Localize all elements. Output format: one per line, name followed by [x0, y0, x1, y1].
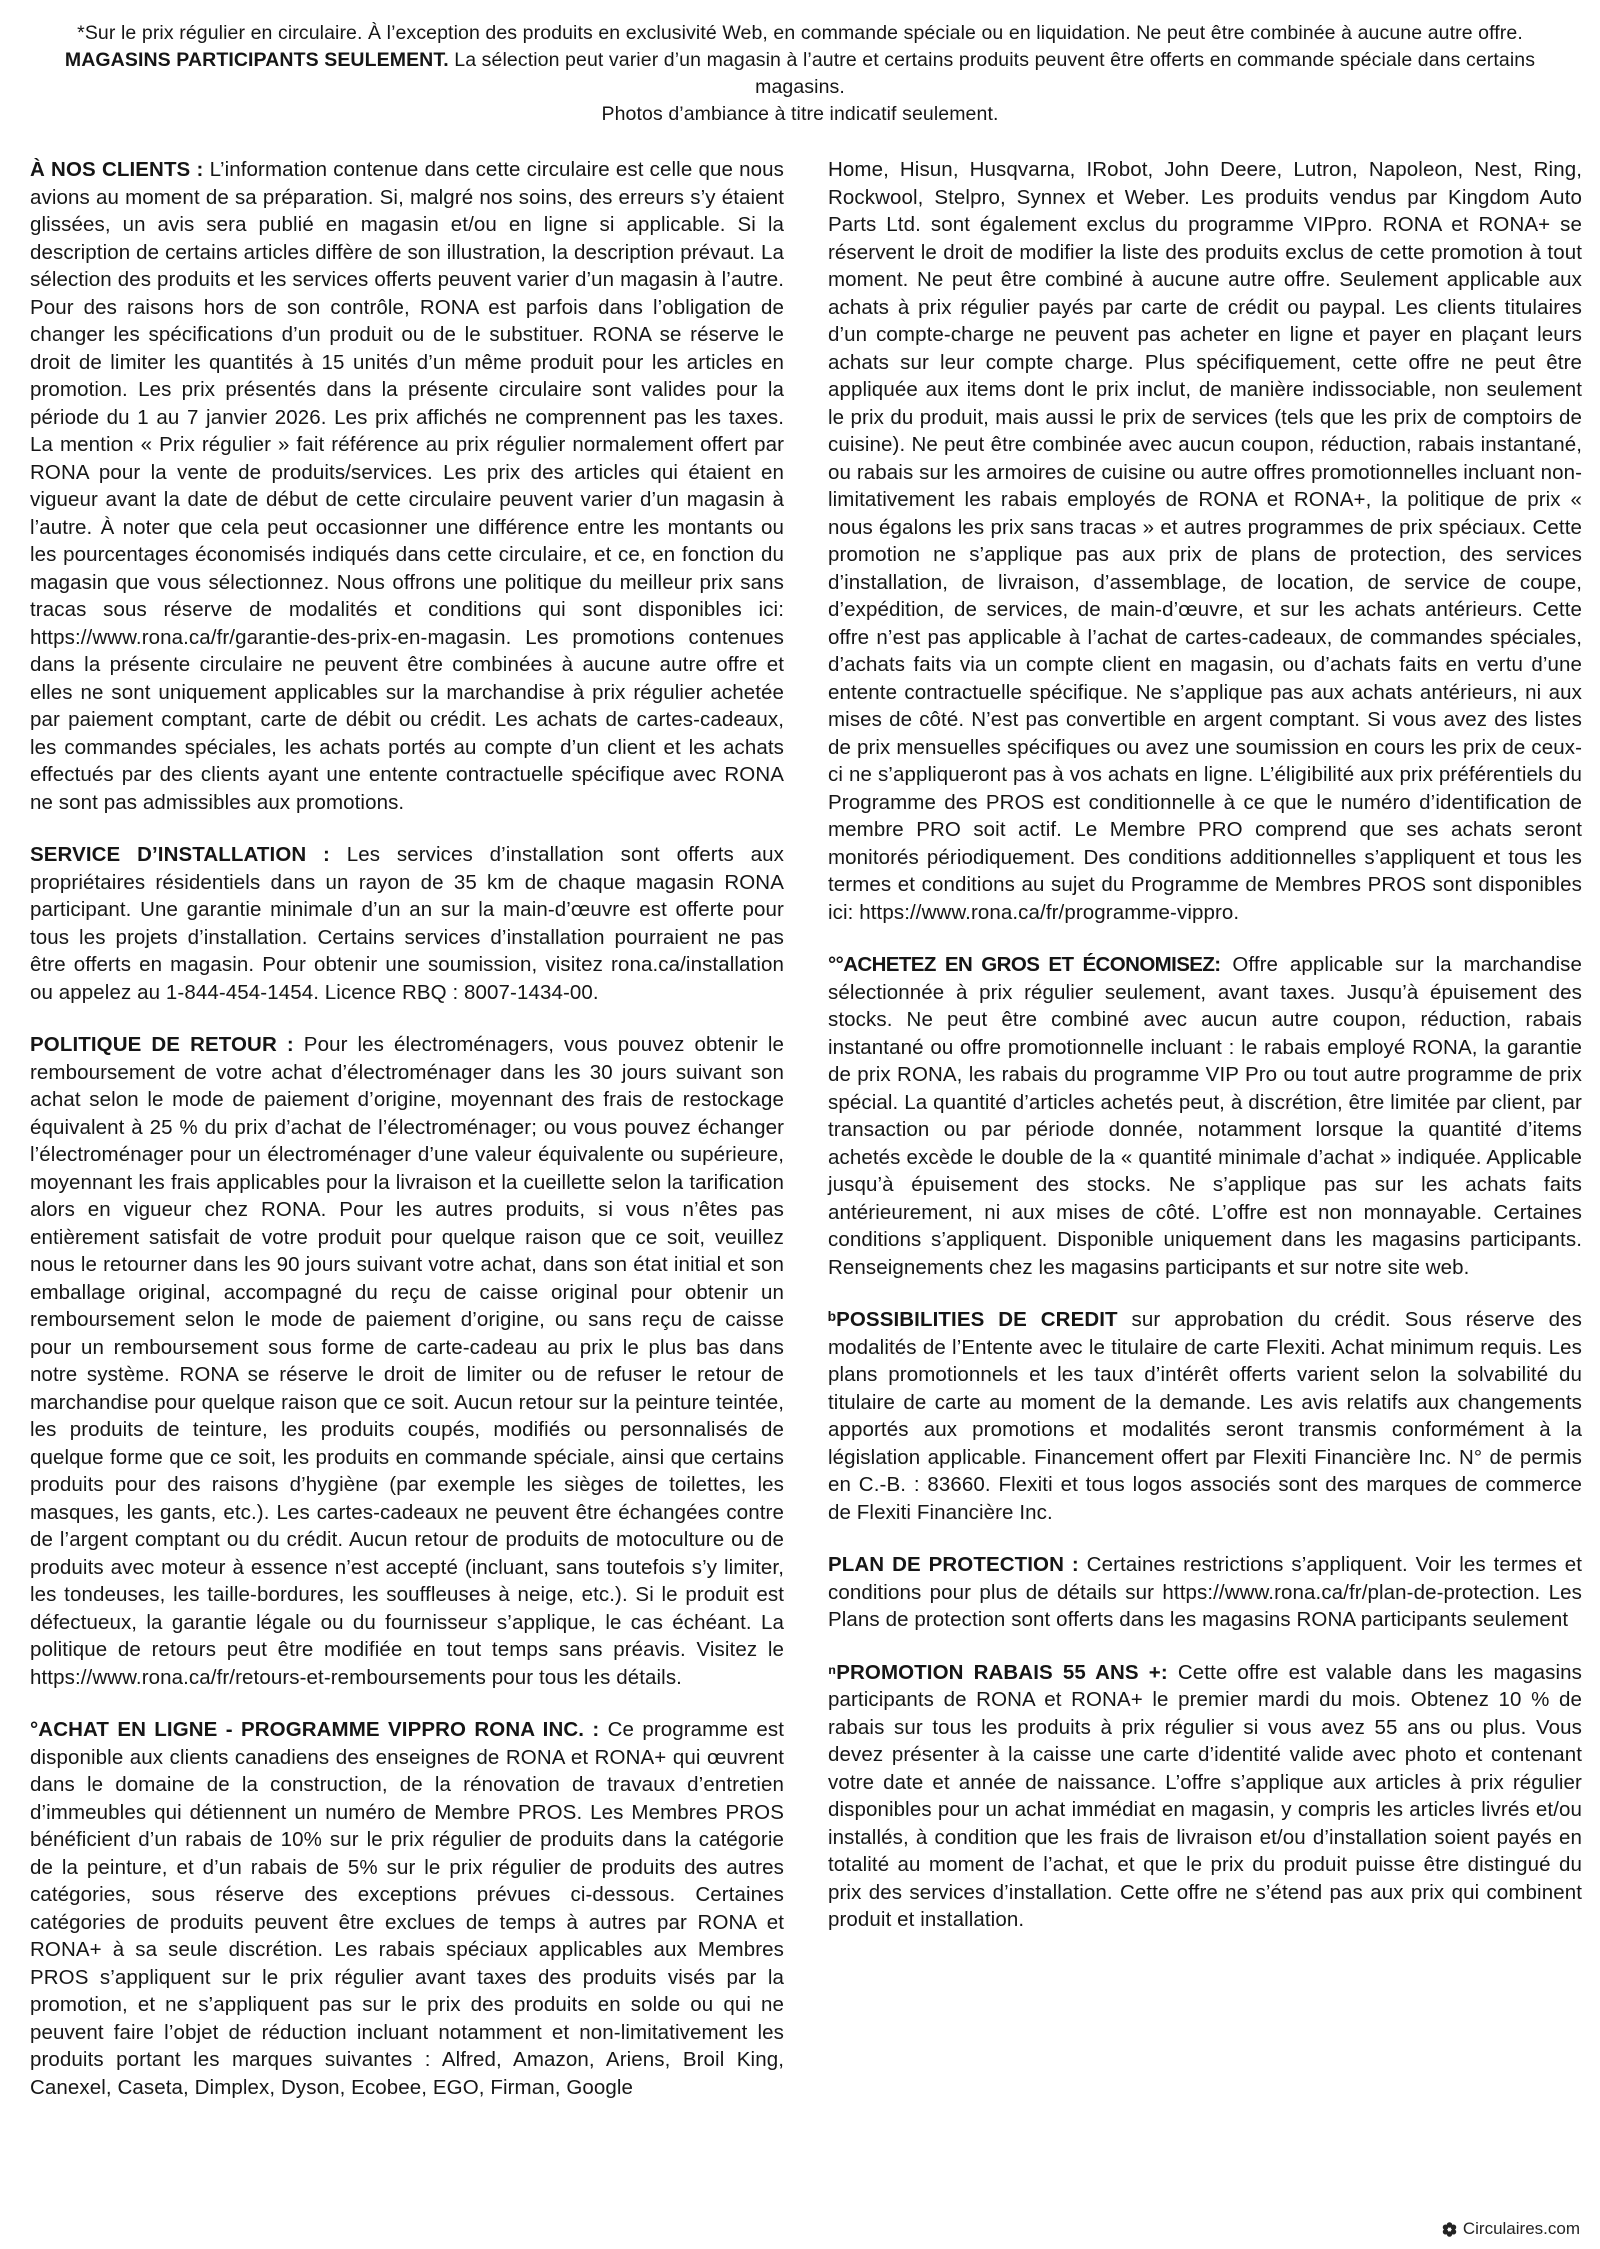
paragraph-lead: °ACHAT EN LIGNE - PROGRAMME VIPPRO RONA INC. :	[30, 1718, 600, 1741]
paragraph-achetez-en-gros	[828, 951, 1582, 1281]
right-column	[828, 156, 1582, 2126]
header-line-2-rest: La sélection peut varier d’un magasin à l’autre et certains produits peuvent être offerts en commande spéciale dans certains magasins.	[454, 49, 1536, 98]
legal-text-columns	[0, 156, 1600, 2126]
paragraph-lead: °°ACHETEZ EN GROS ET ÉCONOMISEZ:	[828, 953, 1221, 976]
paragraph-possibilities-credit	[828, 1306, 1582, 1526]
paragraph-text: Cette offre est valable dans les magasins participants de RONA et RONA+ le premier mardi du mois. Obtenez 10 % de rabais sur tous les produits à prix régulier si vous avez 55 ans ou plus. Vous devez présenter à la caisse une carte d’identité valide avec photo et contenant votre date et année de naissance. L’offre s’applique aux articles à prix régulier disponibles pour un achat immédiat en magasin, y compris les articles livrés et/ou installés, à condition que les frais de livraison et/ou d’installation soient payés en totalité au moment de l’achat, et que le prix du produit puisse être distingué du prix des services d’installation. Cette offre ne s’étend pas aux prix qui combinent produit et installation.	[828, 1660, 1582, 1931]
paragraph-vippro-continuation	[828, 156, 1582, 926]
paragraph-text: Pour les électroménagers, vous pouvez obtenir le remboursement de votre achat d’électroménager dans les 30 jours suivant son achat selon le mode de paiement d’origine, moyennant des frais de restockage équivalent à 25 % du prix d’achat de l’électroménager; ou vous pouvez échanger l’électroménager pour un électroménager d’une valeur équivalente ou supérieure, moyennant les frais applicables pour la livraison et la cueillette selon la tarification alors en vigueur chez RONA. Pour les autres produits, si vous n’êtes pas entièrement satisfait de votre produit pour quelque raison que ce soit, veuillez nous le retourner dans les 90 jours suivant votre achat, dans son état initial et son emballage original, accompagné du reçu de caisse original pour obtenir un remboursement selon le mode de paiement d’origine, ou sans reçu de caisse pour un remboursement sous forme de carte-cadeau au prix le plus bas dans notre système. RONA se réserve le droit de limiter ou de refuser le retour de marchandise pour quelque raison que ce soit. Aucun retour sur la peinture teintée, les produits de teinture, les produits coupés, modifiés ou personnalisés de quelque forme que ce soit, les produits en commande spéciale, ainsi que certains produits pour des raisons d’hygiène (par exemple les sièges de toilettes, les masques, les gants, etc.). Les cartes-cadeaux ne peuvent être échangées contre de l’argent comptant ou du crédit. Aucun retour de produits de motoculture ou de produits avec moteur à essence n’est accepté (incluant, sans toutefois s’y limiter, les tondeuses, les taille-bordures, les souffleuses à neige, etc.). Si le produit est défectueux, la garantie légale ou du fournisseur s’applique, le cas échéant. La politique de retours peut être modifiée en tout temps sans préavis. Visitez le https://www.rona.ca/fr/retours-et-remboursements pour tous les détails.	[30, 1033, 784, 1689]
paragraph-a-nos-clients	[30, 156, 784, 816]
header-line-1: *Sur le prix régulier en circulaire. À l’exception des produits en exclusivité Web, en commande spéciale ou en liquidation. Ne peut être combinée à aucune autre offre.	[77, 22, 1523, 44]
paragraph-text: L’information contenue dans cette circulaire est celle que nous avions au moment de sa préparation. Si, malgré nos soins, des erreurs s’y étaient glissées, un avis sera publié en magasin et/ou en ligne si applicable. Si la description de certains articles diffère de son illustration, la description prévaut. La sélection des produits et les services offerts peuvent varier d’un magasin à l’autre. Pour des raisons hors de son contrôle, RONA est parfois dans l’obligation de changer les spécifications d’un produit ou de le substituer. RONA se réserve le droit de limiter les quantités à 15 unités d’un même produit pour les articles en promotion. Les prix présentés dans la présente circulaire sont valides pour la période du 1 au 7 janvier 2026. Les prix affichés ne comprennent pas les taxes. La mention « Prix régulier » fait référence au prix régulier normalement offert par RONA pour la vente de produits/services. Les prix des articles qui étaient en vigueur avant la date de début de cette circulaire peuvent varier d’un magasin à l’autre. À noter que cela peut occasionner une différence entre les montants ou les pourcentages économisés indiqués dans cette circulaire, et ce, en fonction du magasin que vous sélectionnez. Nous offrons une politique du meilleur prix sans tracas sous réserve de modalités et conditions qui sont disponibles ici: https://www.rona.ca/fr/garantie-des-prix-en-magasin. Les promotions contenues dans la présente circulaire ne peuvent être combinées à aucune autre offre et elles ne sont uniquement applicables sur la marchandise à prix régulier achetée par paiement comptant, carte de débit ou crédit. Les achats de cartes-cadeaux, les commandes spéciales, les achats portés au compte d’un client et les achats effectués par des clients ayant une entente contractuelle spécifique avec RONA ne sont pas admissibles aux promotions.	[30, 158, 784, 814]
footer	[1441, 2219, 1580, 2239]
paragraph-text: sur approbation du crédit. Sous réserve des modalités de l’Entente avec le titulaire de carte Flexiti. Achat minimum requis. Les plans promotionnels et les taux d’intérêt offerts varient selon la solvabilité du titulaire de carte au moment de la demande. Les avis relatifs aux changements apportés aux promotions et modalités seront transmis conformément à la législation applicable. Financement offert par Flexiti Financière Inc. N° de permis en C.-B. : 83660. Flexiti et tous logos associés sont des marques de commerce de Flexiti Financière Inc.	[828, 1308, 1582, 1524]
paragraph-lead: PLAN DE PROTECTION :	[828, 1553, 1079, 1576]
paragraph-politique-retour	[30, 1031, 784, 1691]
footer-brand: Circulaires.com	[1462, 2219, 1580, 2238]
paragraph-lead: À NOS CLIENTS :	[30, 158, 204, 181]
paragraph-lead: POLITIQUE DE RETOUR :	[30, 1033, 294, 1056]
paragraph-plan-protection	[828, 1551, 1582, 1634]
paragraph-text: Home, Hisun, Husqvarna, IRobot, John Deere, Lutron, Napoleon, Nest, Ring, Rockwool, Stelpro, Synnex et Weber. Les produits vendus par Kingdom Auto Parts Ltd. sont également exclus du programme VIPpro. RONA et RONA+ se réservent le droit de modifier la liste des produits exclus de cette promotion à tout moment. Ne peut être combiné à aucune autre offre. Seulement applicable aux achats à prix régulier payés par carte de crédit ou paypal. Les clients titulaires d’un compte-charge ne peuvent pas acheter en ligne et payer en plaçant leurs achats sur leur compte charge. Plus spécifiquement, cette offre ne peut être appliquée aux items dont le prix inclut, de manière indissociable, non seulement le prix du produit, mais aussi le prix de services (tels que les prix de comptoirs de cuisine). Ne peut être combinée avec aucun coupon, réduction, rabais instantané, ou rabais sur les armoires de cuisine ou autre offres promotionnelles incluant non-limitativement les rabais employés de RONA et RONA+, la politique de prix « nous égalons les prix sans tracas » et autres programmes de prix spéciaux. Cette promotion ne s’applique pas aux prix de plans de protection, des services d’installation, de livraison, d’assemblage, de location, de service de coupe, d’expédition, de services, de main-d’œuvre, et sur les achats antérieurs. Cette offre n’est pas applicable à l’achat de cartes-cadeaux, de commandes spéciales, d’achats faits via un compte client en magasin, ou d’achats faits en vertu d’une entente contractuelle spécifique. Ne s’applique pas aux achats antérieurs, ni aux mises de côté. N’est pas convertible en argent comptant. Si vous avez des listes de prix mensuelles spécifiques ou avez une soumission en cours les prix de ceux-ci ne s’appliqueront pas à vos achats en ligne. L’éligibilité aux prix préférentiels du Programme des PROS est conditionnelle à ce que le numéro d’identification de membre PRO soit actif. Le Membre PRO comprend que ses achats seront monitorés périodiquement. Des conditions additionnelles s’appliquent et tous les termes et conditions au sujet du Programme de Membres PROS sont disponibles ici: https://www.rona.ca/fr/programme-vippro.	[828, 158, 1582, 924]
paragraph-promotion-55ans	[828, 1659, 1582, 1934]
header-line-3: Photos d’ambiance à titre indicatif seulement.	[601, 103, 999, 125]
paragraph-lead: ⁿPROMOTION RABAIS 55 ANS +:	[828, 1660, 1168, 1684]
left-column	[30, 156, 784, 2126]
paragraph-achat-en-ligne-vippro	[30, 1716, 784, 2101]
paragraph-text: Certaines restrictions s’appliquent. Voir les termes et conditions pour plus de détails sur https://www.rona.ca/fr/plan-de-protection. Les Plans de protection sont offerts dans les magasins RONA participants seulement	[828, 1553, 1583, 1631]
paragraph-text: Offre applicable sur la marchandise sélectionnée à prix régulier seulement, avant taxes. Jusqu’à épuisement des stocks. Ne peut être combiné avec aucun autre coupon, réduction, rabais instantané ou offre promotionnelle incluant : le rabais employé RONA, la garantie de prix RONA, les rabais du programme VIP Pro ou tout autre programme de prix spécial. La quantité d’articles achetés peut, à discrétion, être limitée par client, par transaction ou par période donnée, notamment lorsque la quantité d’items achetés excède le double de la « quantité minimale d’achat » indiquée. Applicable jusqu’à épuisement des stocks. Ne s’applique pas sur les achats faits antérieurement, ni aux mises de côté. L’offre est non monnayable. Certaines conditions s’appliquent. Disponible uniquement dans les magasins participants. Renseignements chez les magasins participants et sur notre site web.	[828, 953, 1582, 1279]
header-disclaimer	[0, 20, 1600, 128]
paragraph-text: Les services d’installation sont offerts aux propriétaires résidentiels dans un rayon de 35 km de chaque magasin RONA participant. Une garantie minimale d’un an sur la main-d’œuvre est offerte pour tous les projets d’installation. Certains services d’installation pourraient ne pas être offerts en magasin. Pour obtenir une soumission, visitez rona.ca/installation ou appelez au 1-844-454-1454. Licence RBQ : 8007-1434-00.	[30, 843, 784, 1004]
paragraph-lead: SERVICE D’INSTALLATION :	[30, 843, 330, 866]
header-line-2	[28, 47, 1572, 101]
paragraph-lead: ᵇPOSSIBILITIES DE CREDIT	[828, 1308, 1118, 1331]
paragraph-service-installation	[30, 841, 784, 1006]
flower-icon	[1441, 2221, 1458, 2238]
header-line-2-bold: MAGASINS PARTICIPANTS SEULEMENT.	[64, 49, 449, 71]
paragraph-text: Ce programme est disponible aux clients canadiens des enseignes de RONA et RONA+ qui œuvrent dans le domaine de la construction, de la rénovation de travaux d’entretien d’immeubles qui détiennent un numéro de Membre PROS. Les Membres PROS bénéficient d’un rabais de 10% sur le prix régulier de produits dans la catégorie de la peinture, et d’un rabais de 5% sur le prix régulier de produits des autres catégories, sous réserve des exceptions prévues ci-dessous. Certaines catégories de produits peuvent être exclues de temps à autres par RONA et RONA+ à sa seule discrétion. Les rabais spéciaux applicables aux Membres PROS s’appliquent sur le prix régulier avant taxes des produits visés par la promotion, et ne s’appliquent pas sur le prix des produits en solde ou qui ne peuvent faire l’objet de réduction incluant notamment et non-limitativement les produits portant les marques suivantes : Alfred, Amazon, Ariens, Broil King, Canexel, Caseta, Dimplex, Dyson, Ecobee, EGO, Firman, Google	[30, 1718, 784, 2099]
